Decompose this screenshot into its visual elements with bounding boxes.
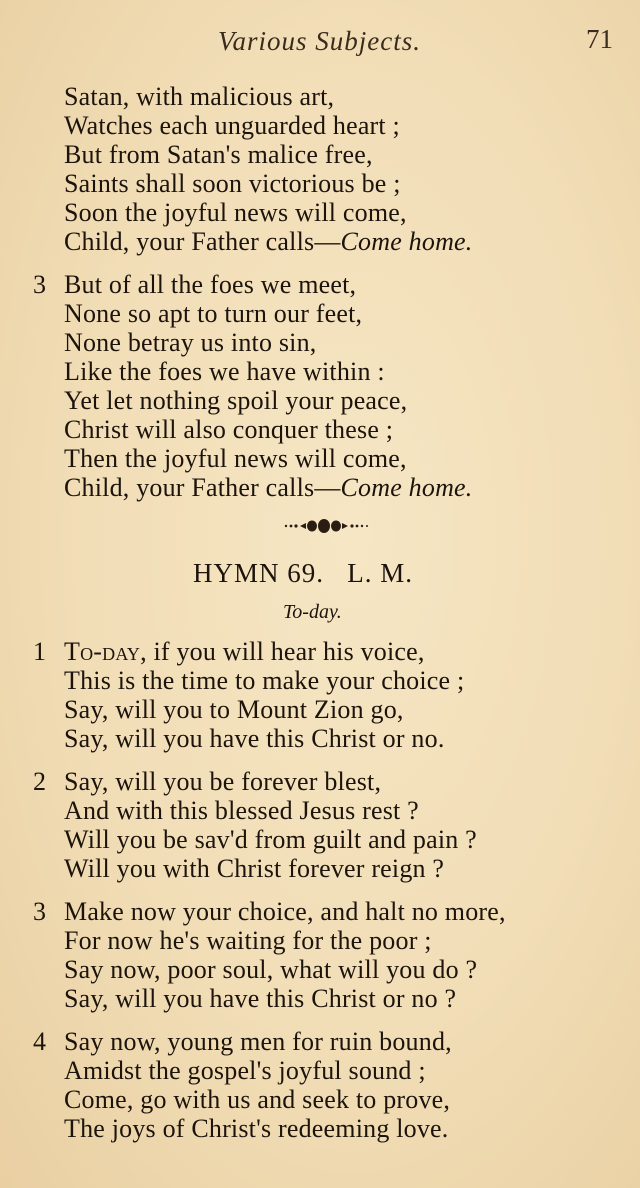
stanza-number: 3 [33, 270, 46, 299]
verse-number: 4 [33, 1027, 46, 1056]
running-head: Various Subjects. [218, 26, 421, 56]
verse-line: But of all the foes we meet, [64, 270, 357, 299]
refrain-italic: Come home. [340, 473, 473, 502]
verse-line: Come, go with us and seek to prove, [64, 1085, 451, 1114]
verse-line: None betray us into sin, [64, 328, 317, 357]
verse-line: Will you be sav'd from guilt and pain ? [64, 825, 477, 854]
verse-line: Will you with Christ forever reign ? [64, 854, 445, 883]
hymn-title: HYMN 69. L. M. [193, 558, 414, 588]
verse-line: Saints shall soon victorious be ; [64, 169, 401, 198]
hymn-subtitle: To-day. [283, 601, 342, 623]
verse-line: But from Satan's malice free, [64, 140, 373, 169]
verse-line: Say now, young men for ruin bound, [64, 1027, 452, 1056]
verse-line: The joys of Christ's redeeming love. [64, 1114, 449, 1143]
verse-first-line-rest: if you will hear his voice, [146, 637, 425, 666]
verse-line: Then the joyful news will come, [64, 444, 407, 473]
verse-line: None so apt to turn our feet, [64, 299, 363, 328]
verse-line: Watches each unguarded heart ; [64, 111, 400, 140]
verse-line: Christ will also conquer these ; [64, 415, 394, 444]
verse-line: Say, will you be forever blest, [64, 767, 382, 796]
verse-line: Say, will you to Mount Zion go, [64, 695, 404, 724]
verse-line: Amidst the gospel's joyful sound ; [64, 1056, 426, 1085]
refrain-text: Child, your Father calls— [64, 473, 341, 502]
verse-line: Say, will you have this Christ or no. [64, 724, 445, 753]
verse-first-word: To-day, [64, 637, 147, 666]
verse-number: 3 [33, 897, 46, 926]
verse-line: Say, will you have this Christ or no ? [64, 984, 457, 1013]
verse-line: Yet let nothing spoil your peace, [64, 386, 408, 415]
page-number: 71 [586, 24, 613, 54]
refrain-italic: Come home. [340, 227, 473, 256]
verse-number: 1 [33, 637, 46, 666]
verse-line: Soon the joyful news will come, [64, 198, 407, 227]
verse-line: Say now, poor soul, what will you do ? [64, 955, 478, 984]
verse-line: Satan, with malicious art, [64, 82, 335, 111]
verse-line: Make now your choice, and halt no more, [64, 897, 506, 926]
refrain-text: Child, your Father calls— [64, 227, 341, 256]
verse-line: This is the time to make your choice ; [64, 666, 465, 695]
refrain-line [64, 473, 473, 503]
verse-line: For now he's waiting for the poor ; [64, 926, 432, 955]
verse-line [64, 637, 425, 667]
verse-line: Like the foes we have within : [64, 357, 385, 386]
verse-line: And with this blessed Jesus rest ? [64, 796, 419, 825]
ornament-divider [282, 516, 372, 536]
refrain-line [64, 227, 473, 257]
verse-number: 2 [33, 767, 46, 796]
